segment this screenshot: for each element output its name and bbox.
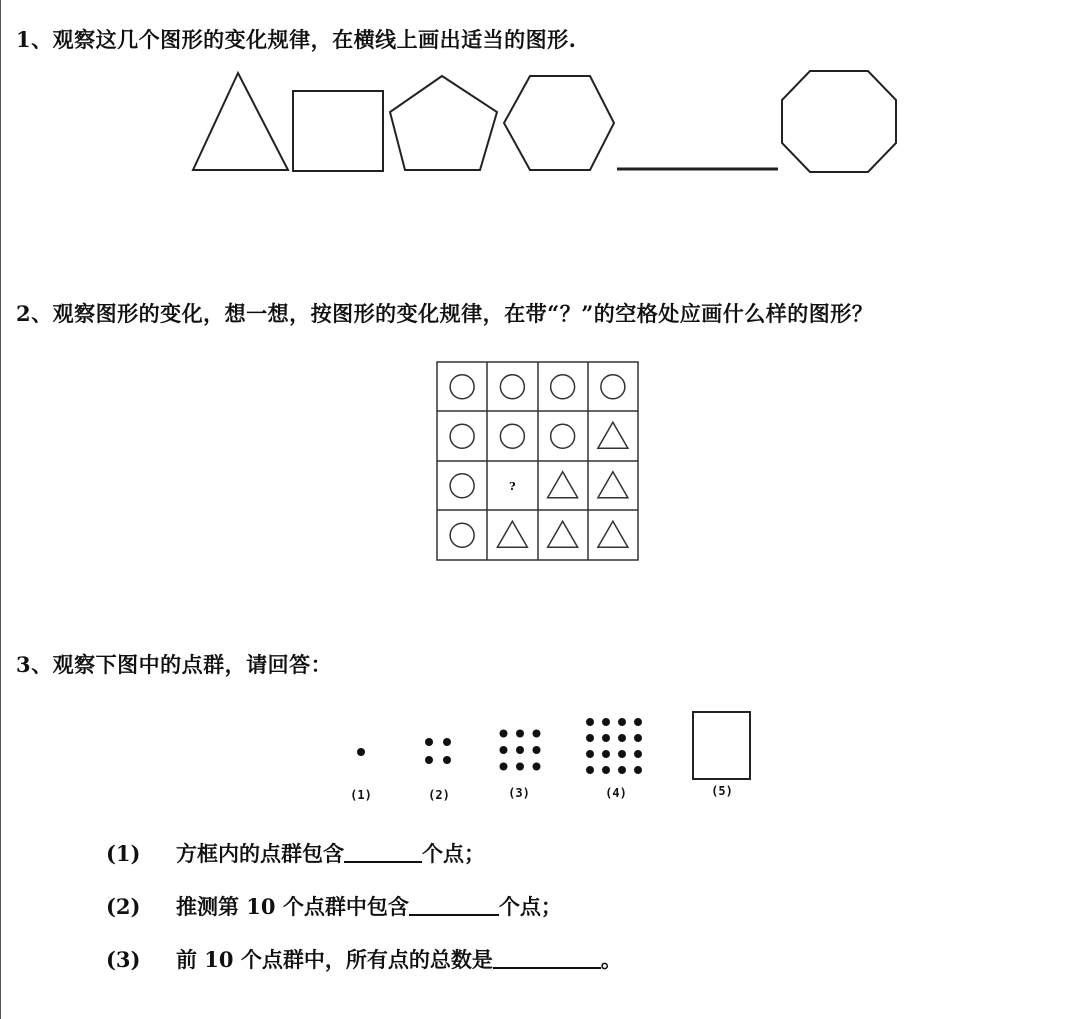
sub-question-suffix: 。	[600, 947, 622, 972]
square-shape	[293, 91, 383, 171]
answer-blank[interactable]	[493, 947, 601, 969]
dot	[586, 766, 594, 774]
dot	[634, 766, 642, 774]
question-3-text: 3、观察下图中的点群，请回答：	[16, 652, 333, 677]
dot	[425, 738, 433, 746]
dot	[618, 718, 626, 726]
dot-group-label: (4)	[605, 786, 627, 800]
dot	[516, 763, 524, 771]
dot	[618, 750, 626, 758]
dot-group-label: (1)	[350, 788, 372, 802]
dot	[618, 766, 626, 774]
dot-groups	[357, 718, 642, 774]
dot-group-label: (2)	[428, 788, 450, 802]
triangle-small-shape	[598, 472, 628, 498]
dot	[533, 730, 541, 738]
circle-shape	[500, 375, 524, 399]
answer-blank[interactable]	[409, 894, 499, 916]
dot	[586, 734, 594, 742]
dot	[602, 766, 610, 774]
dot	[634, 734, 642, 742]
dot	[443, 756, 451, 764]
triangle-shape	[193, 73, 288, 170]
sub-question-3	[106, 944, 622, 974]
dot	[443, 738, 451, 746]
sub-question-text: 方框内的点群包含	[176, 841, 344, 866]
dot	[602, 750, 610, 758]
dot	[533, 746, 541, 754]
dot	[586, 750, 594, 758]
sub-question-suffix: 个点；	[422, 841, 485, 866]
hexagon-shape	[504, 76, 614, 170]
circle-shape	[601, 375, 625, 399]
sub-question-number: (2)	[106, 894, 141, 919]
circle-shape	[551, 375, 575, 399]
triangle-small-shape	[548, 472, 578, 498]
sub-question-number: (3)	[106, 947, 141, 972]
circle-shape	[450, 424, 474, 448]
dot	[602, 718, 610, 726]
dot	[618, 734, 626, 742]
sub-question-text: 前 10 个点群中，所有点的总数是	[176, 947, 493, 972]
dot	[500, 746, 508, 754]
circle-shape	[450, 523, 474, 547]
dot	[634, 718, 642, 726]
dot-group-label: (3)	[508, 786, 530, 800]
dot-group-label: (5)	[711, 784, 733, 798]
dot	[500, 763, 508, 771]
dot-group-5-box	[693, 712, 750, 779]
dot	[586, 718, 594, 726]
sub-question-text: 推测第 10 个点群中包含	[176, 894, 409, 919]
dot	[516, 730, 524, 738]
triangle-small-shape	[497, 521, 527, 547]
dot	[425, 756, 433, 764]
sub-question-1	[106, 838, 485, 868]
circle-shape	[450, 375, 474, 399]
sub-question-suffix: 个点；	[498, 894, 562, 919]
circle-shape	[450, 474, 474, 498]
circle-shape	[500, 424, 524, 448]
pentagon-shape	[390, 76, 497, 170]
triangle-small-shape	[598, 422, 628, 448]
sub-question-number: (1)	[106, 841, 141, 866]
circle-shape	[551, 424, 575, 448]
octagon-shape	[782, 71, 896, 172]
dot	[602, 734, 610, 742]
dot	[500, 730, 508, 738]
dot	[357, 748, 365, 756]
triangle-small-shape	[598, 521, 628, 547]
dot	[516, 746, 524, 754]
sub-question-2	[106, 891, 562, 921]
question-1-text: 1、观察这几个图形的变化规律，在横线上画出适当的图形.	[16, 27, 577, 52]
question-mark-cell: ?	[509, 479, 516, 493]
answer-blank[interactable]	[344, 841, 422, 863]
dot	[533, 763, 541, 771]
question-2-text: 2、观察图形的变化，想一想，按图形的变化规律，在带“？”的空格处应画什么样的图形？	[16, 301, 874, 326]
triangle-small-shape	[548, 521, 578, 547]
dot	[634, 750, 642, 758]
